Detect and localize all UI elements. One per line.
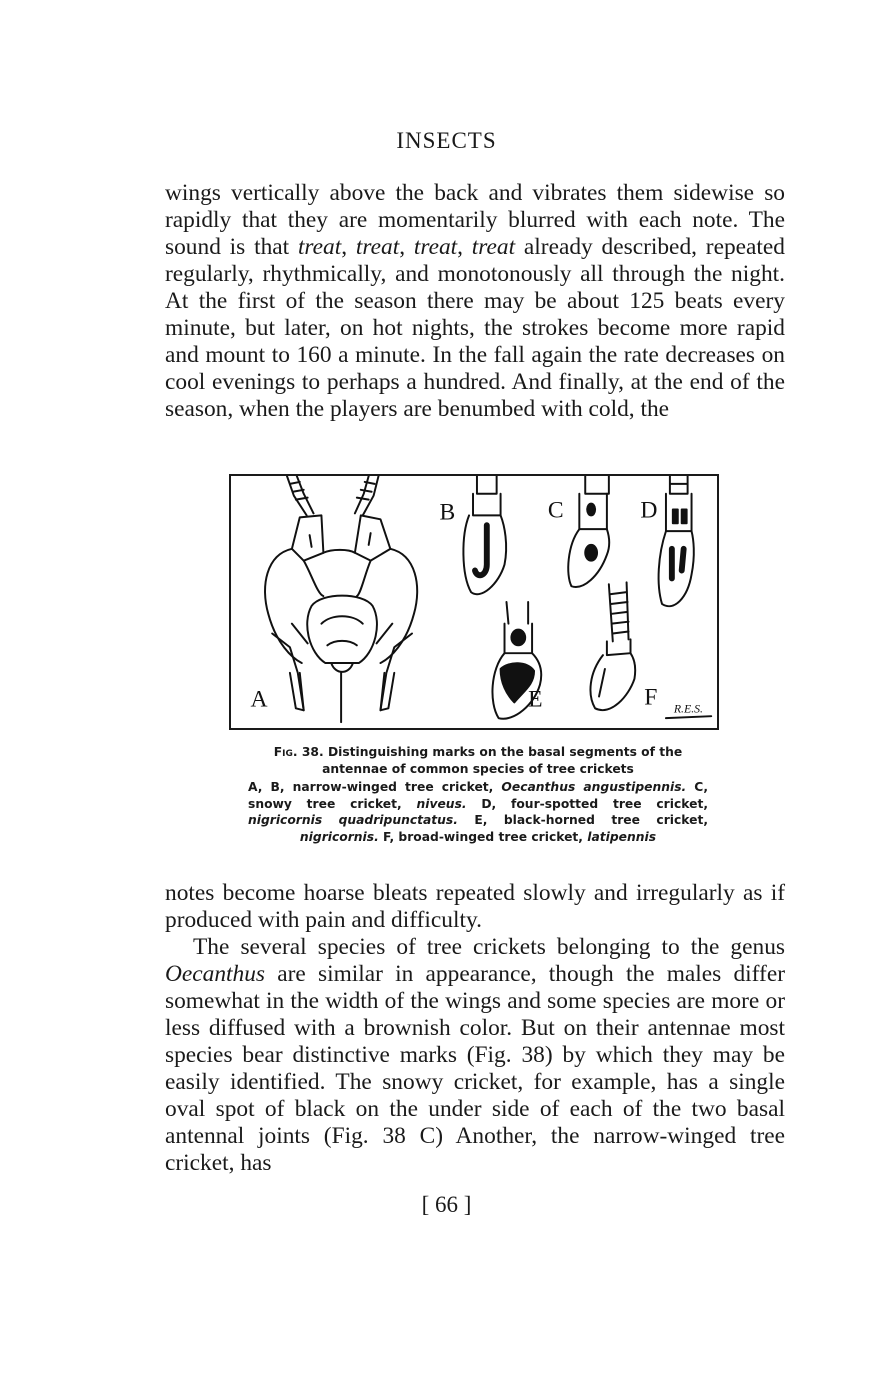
caption-title-text: Distinguishing marks on the basal segments of the antennae of common species of tree crickets [322,745,683,776]
segment-drawing-c [568,476,609,587]
figure-label-d: D [640,497,658,524]
figure-caption [248,744,708,845]
caption-fig-word: Fig. [273,745,298,759]
antennae-drawing [231,476,717,728]
caption-text: E, black-horned tree cricket, [457,813,708,827]
running-head: INSECTS [396,128,497,153]
top-paragraph [165,180,785,423]
head-drawing-a [265,476,417,722]
page-number: [ 66 ] [421,1192,472,1217]
italic-word: Oecanthus [165,961,266,987]
caption-species-name: latipennis [587,829,657,844]
caption-text: F, broad-winged tree cricket, [378,829,588,844]
italic-word: treat [471,234,516,260]
caption-fig-number: 38. [301,745,324,759]
text-run: already described, repeated regularly, rhythmically, and monotonously all through the night. At the first of the season there may be about 125 beats every minute, but later, on hot nights, the strokes become more rapid and mount to 160 a minute. In the fall again the rate decreases on cool evenings to perhaps a hundred. And finally, at the end of the season, when the players are benumbed with cold, the [165,234,785,422]
text-run: are similar in appearance, though the males differ somewhat in the width of the wings and some species are more or less diffused with a brownish color. But on their antennae most species bear distinctive marks (Fig. 38) by which they may be easily identified. The snowy cricket, for example, has a single oval spot of black on the under side of each of the two basal antennal joints (Fig. 38 C) Another, the narrow-winged tree cricket, has [165,961,785,1176]
paragraph [165,934,785,1177]
segment-drawing-b [463,476,506,594]
segment-drawing-d [659,476,694,606]
figure-label-e: E [528,686,543,713]
caption-text: A, B, narrow-winged tree cricket, [248,780,502,794]
italic-word: treat [355,234,400,260]
figure-label-c: C [547,497,564,524]
text-run: , [399,234,414,260]
caption-text: D, four-spotted tree cricket, [466,796,708,811]
text-run: , [341,234,356,260]
caption-species-name: nigricornis. [299,829,379,844]
caption-species-name: Oecanthus angustipennis. [501,780,687,794]
paragraph: notes become hoarse bleats repeated slowly and irregularly as if produced with pain and difficulty. [165,880,785,933]
italic-word: treat [297,234,342,260]
caption-species-name: niveus. [416,796,467,811]
figure-label-f: F [644,684,658,711]
bottom-paragraphs [165,880,785,1177]
italic-word: treat [413,234,458,260]
figure-label-b: B [439,499,456,526]
figure-38-illustration [229,474,719,730]
caption-text: C, snowy tree cricket, [248,780,708,811]
caption-title [248,744,708,777]
caption-body [248,779,708,845]
segment-drawing-f [590,582,635,710]
caption-species-name: nigricornis quadripunctatus. [248,813,458,827]
figure-label-a: A [250,686,268,713]
text-run: The several species of tree crickets belonging to the genus [193,934,785,960]
text-run: wings vertically above the back and vibrates them sidewise so rapidly that they are momentarily blurred with each note. The sound is that [165,180,785,260]
text-run: , [457,234,472,260]
illustrator-signature: R.E.S. [673,701,703,716]
